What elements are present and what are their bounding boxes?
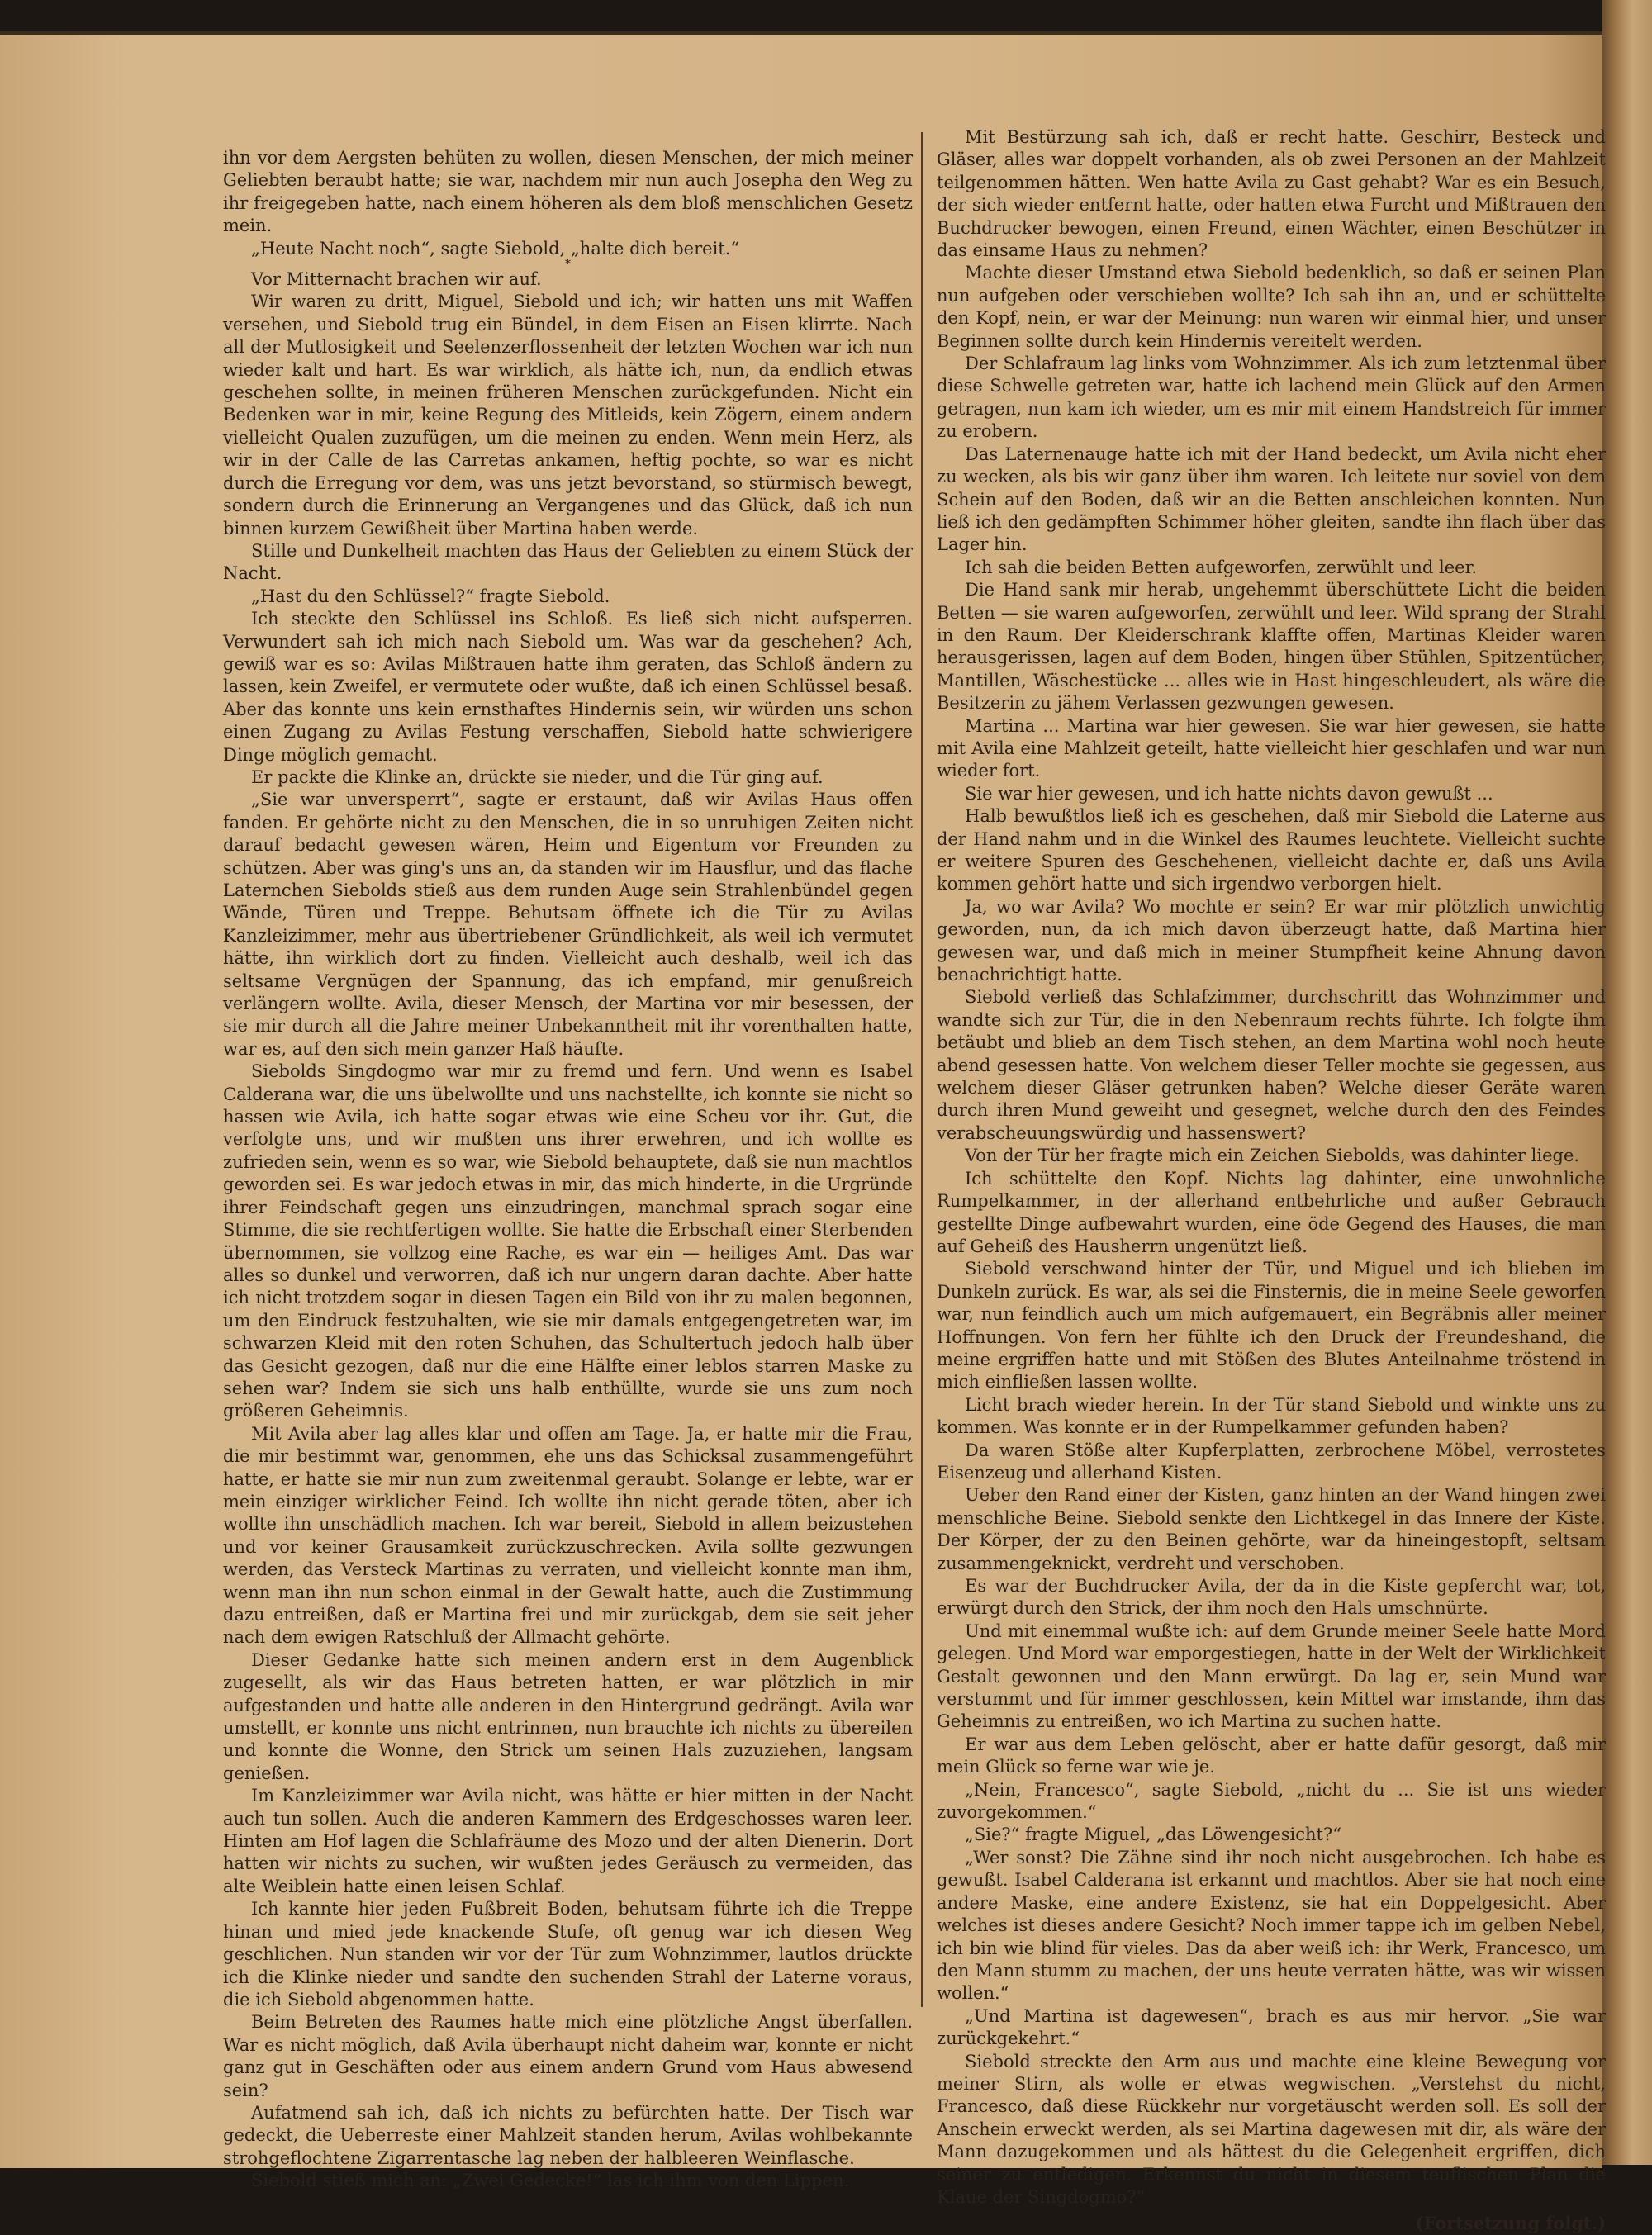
paragraph: „Hast du den Schlüssel?“ fragte Siebold.	[251, 586, 610, 606]
paragraph: Und mit einemmal wußte ich: auf dem Grunde meiner Seele hatte Mord gelegen. Und Mord war emporgestiegen, hatte in der Welt der Wirklichkeit Gestalt gewonnen und den Mann erwürgt. Da lag er, sein Mund war verstummt und für immer geschlossen, kein Mittel war imstande, ihm das Geheimnis zu entreißen, wo ich Martina zu suchen hatte.	[937, 1620, 1606, 1732]
paragraph: Die Hand sank mir herab, ungehemmt überschüttete Licht die beiden Betten — sie waren aufgeworfen, zerwühlt und leer. Wild sprang der Strahl in den Raum. Der Kleiderschrank klaffte offen, Martinas Kleider waren herausgerissen, lagen auf dem Boden, hingen über Stühlen, Spitzentücher, Mantillen, Wäschestücke ... alles wie in Hast hingeschleudert, als wäre die Besitzerin zu jähem Verlassen gezwungen gewesen.	[937, 580, 1606, 714]
column-divider	[921, 132, 923, 2007]
paragraph: Von der Tür her fragte mich ein Zeichen Siebolds, was dahinter liege.	[965, 1146, 1580, 1166]
paragraph: Es war der Buchdrucker Avila, der da in die Kiste gepfercht war, tot, erwürgt durch den Strick, der ihm noch den Hals umschnürte.	[937, 1576, 1606, 1619]
book-spine	[1602, 0, 1652, 2165]
continuation-note: (Fortsetzung folgt.)	[1415, 2213, 1606, 2234]
paragraph: Halb bewußtlos ließ ich es geschehen, daß mir Siebold die Laterne aus der Hand nahm und in die Winkel des Raumes leuchtete. Vielleicht suchte er weitere Spuren des Geschehenen, vielleicht dachte er, daß uns Avila kommen gehört hatte und sich irgendwo verborgen hielt.	[937, 806, 1606, 894]
paragraph: Ueber den Rand einer der Kisten, ganz hinten an der Wand hingen zwei menschliche Beine. Siebold senkte den Lichtkegel in das Innere der Kiste. Der Körper, der zu den Beinen gehörte, war da hineingestopft, seltsam zusammengeknickt, verdreht und verschoben.	[937, 1485, 1606, 1573]
paragraph: Der Schlafraum lag links vom Wohnzimmer. Als ich zum letztenmal über diese Schwelle getreten war, hatte ich lachend mein Glück auf den Armen getragen, nun kam ich wieder, um es mir mit einem Handstreich für immer zu erobern.	[937, 354, 1606, 442]
left-text-column	[223, 147, 913, 2191]
paragraph: „Sie war unversperrt“, sagte er erstaunt, daß wir Avilas Haus offen fanden. Er gehörte nicht zu den Menschen, die in so unruhigen Zeiten nicht darauf bedacht gewesen wären, Heim und Eigentum vor Freunden zu schützen. Aber was ging's uns an, da standen wir im Hausflur, und das flache Laternchen Siebolds stieß aus dem runden Auge sein Strahlenbündel gegen Wände, Türen und Treppe. Behutsam öffnete ich die Tür zu Avilas Kanzleizimmer, mehr aus übertriebener Gründlichkeit, als weil ich vermutet hätte, ihn wirklich dort zu finden. Vielleicht auch deshalb, weil ich das seltsame Vergnügen der Spannung, das ich empfand, mir genußreich verlängern wollte. Avila, dieser Mensch, der Martina vor mir besessen, der sie mir durch all die Jahre meiner Unbekanntheit mit ihr vorenthalten hatte, war es, auf den sich mein ganzer Haß häufte.	[223, 790, 913, 1059]
paragraph: „Wer sonst? Die Zähne sind ihr noch nicht ausgebrochen. Ich habe es gewußt. Isabel Calderana ist erkannt und machtlos. Aber sie hat noch eine andere Maske, eine andere Existenz, sie hat ein Doppelgesicht. Aber welches ist dieses andere Gesicht? Noch immer tappe ich im gelben Nebel, ich bin wie blind für vieles. Das da aber weiß ich: ihr Werk, Francesco, um den Mann stumm zu machen, der uns heute verraten hätte, was wir wissen wollen.“	[937, 1847, 1606, 2004]
paragraph: Mit Bestürzung sah ich, daß er recht hatte. Geschirr, Besteck und Gläser, alles war doppelt vorhanden, als ob zwei Personen an der Mahlzeit teilgenommen hätten. Wen hatte Avila zu Gast gehabt? War es ein Besuch, der sich wieder entfernt hatte, oder hatten etwa Furcht und Mißtrauen den Buchdrucker bewogen, einen Freund, einen Wächter, einen Beschützer in das einsame Haus zu nehmen?	[937, 127, 1606, 261]
paragraph: Das Laternenauge hatte ich mit der Hand bedeckt, um Avila nicht eher zu wecken, als bis wir ganz über ihm waren. Ich leitete nur soviel von dem Schein auf den Boden, daß wir an die Betten anschleichen konnten. Nun ließ ich den gedämpften Schimmer höher gleiten, sandte ihn flach über das Lager hin.	[937, 444, 1606, 555]
paragraph: Wir waren zu dritt, Miguel, Siebold und ich; wir hatten uns mit Waffen versehen, und Siebold trug ein Bündel, in dem Eisen an Eisen klirrte. Nach all der Mutlosigkeit und Seelenzerflossenheit der letzten Wochen war ich nun wieder kalt und hart. Es war wirklich, als hätte ich, nun, da endlich etwas geschehen sollte, in meinen früheren Menschen zurückgefunden. Nicht ein Bedenken war in mir, keine Regung des Mitleids, kein Zögern, einem andern vielleicht Qualen zuzufügen, um die meinen zu enden. Wenn mein Herz, als wir in der Calle de las Carretas ankamen, heftig pochte, so war es nicht durch die Erregung vor dem, was uns jetzt bevorstand, so stürmisch bewegt, sondern durch die Erinnerung an Vergangenes und das Glück, daß ich nun binnen kurzem Gewißheit über Martina haben werde.	[223, 292, 913, 539]
paragraph: Er packte die Klinke an, drückte sie nieder, und die Tür ging auf.	[251, 766, 824, 787]
paragraph: Siebold streckte den Arm aus und machte eine kleine Bewegung vor meiner Stirn, als wolle er etwas wegwischen. „Verstehst du nicht, Francesco, daß diese Rückkehr nur vorgetäuscht werden soll. Es soll der Anschein erweckt werden, als sei Martina dagewesen mit dir, als wäre der Mann dazugekommen und als hättest du die Gelegenheit ergriffen, dich seiner zu entledigen. Erkennst du nicht in diesem teuflischen Plan die Klaue der Singdogmo?“	[937, 2051, 1606, 2207]
paragraph: „Sie?“ fragte Miguel, „das Löwengesicht?“	[965, 1825, 1341, 1845]
paragraph: Vor Mitternacht brachen wir auf.	[251, 269, 542, 290]
paragraph: Ja, wo war Avila? Wo mochte er sein? Er war mir plötzlich unwichtig geworden, nun, da ich mich davon überzeugt hatte, daß Martina hier gewesen war, und daß mich in meiner Stumpfheit keine Ahnung davon benachrichtigt hatte.	[937, 896, 1606, 985]
paragraph: „Heute Nacht noch“, sagte Siebold, „halte dich bereit.“	[251, 238, 740, 259]
paragraph: Licht brach wieder herein. In der Tür stand Siebold und winkte uns zu kommen. Was konnte er in der Rumpelkammer gefunden haben?	[937, 1394, 1606, 1438]
paragraph: „Nein, Francesco“, sagte Siebold, „nicht du ... Sie ist uns wieder zuvorgekommen.“	[937, 1779, 1606, 1823]
paragraph: Martina ... Martina war hier gewesen. Sie war hier gewesen, sie hatte mit Avila eine Mahlzeit geteilt, hatte vielleicht hier geschlafen und war nun wieder fort.	[937, 715, 1606, 781]
paragraph: „Und Martina ist dagewesen“, brach es aus mir hervor. „Sie war zurückgekehrt.“	[937, 2005, 1606, 2049]
paragraph: ihn vor dem Aergsten behüten zu wollen, diesen Menschen, der mich meiner Geliebten beraubt hatte; sie war, nachdem mir nun auch Josepha den Weg zu ihr freigegeben hatte, nach einem höheren als dem bloß menschlichen Gesetz mein.	[223, 148, 913, 236]
paragraph: Ich steckte den Schlüssel ins Schloß. Es ließ sich nicht aufsperren. Verwundert sah ich mich nach Siebold um. Was war da geschehen? Ach, gewiß war es so: Avilas Mißtrauen hatte ihm geraten, das Schloß ändern zu lassen, kein Zweifel, er vermutete oder wußte, daß ich einen Schlüssel besaß. Aber das konnte uns kein ernsthaftes Hindernis sein, wir würden uns schon einen Zugang zu Avilas Festung verschaffen, Siebold hatte schwierigere Dinge möglich gemacht.	[223, 609, 913, 765]
paragraph: Stille und Dunkelheit machten das Haus der Geliebten zu einem Stück der Nacht.	[223, 540, 913, 584]
paragraph: Er war aus dem Leben gelöscht, aber er hatte dafür gesorgt, daß mir mein Glück so ferne war wie je.	[937, 1734, 1606, 1777]
right-text-column	[937, 126, 1606, 2234]
paragraph: Siebold verließ das Schlafzimmer, durchschritt das Wohnzimmer und wandte sich zur Tür, die in den Nebenraum rechts führte. Ich folgte ihm betäubt und blieb an dem Tisch stehen, an dem Martina wohl noch heute abend gesessen hatte. Von welchem dieser Teller mochte sie gegessen, aus welchem dieser Gläser getrunken haben? Welche dieser Geräte waren durch ihren Mund geweiht und gesegnet, welche durch den des Feindes verabscheuungswürdig und hassenswert?	[937, 987, 1606, 1143]
paragraph: Siebold stieß mich an: „Zwei Gedecke!“ las ich ihm von den Lippen.	[251, 2171, 850, 2191]
section-separator: *	[565, 258, 571, 272]
paragraph: Sie war hier gewesen, und ich hatte nichts davon gewußt ...	[965, 783, 1493, 804]
paragraph: Im Kanzleizimmer war Avila nicht, was hätte er hier mitten in der Nacht auch tun sollen. Auch die anderen Kammern des Erdgeschosses waren leer. Hinten am Hof lagen die Schlafräume des Mozo und der alten Dienerin. Dort hatten wir nichts zu suchen, wir wußten jedes Geräusch zu vermeiden, das alte Weiblein hatte einen leisen Schlaf.	[223, 1786, 913, 1896]
paragraph: Siebolds Singdogmo war mir zu fremd und fern. Und wenn es Isabel Calderana war, die uns übelwollte und uns nachstellte, ich konnte sie nicht so hassen wie Avila, ich hatte sogar etwas wie eine Scheu vor ihr. Gut, die verfolgte uns, und wir mußten uns ihrer erwehren, und ich wollte es zufrieden sein, wenn es so war, wie Siebold behauptete, daß sie nun machtlos geworden sei. Es war jedoch etwas in mir, das mich hinderte, in die Urgründe ihrer Feindschaft gegen uns einzudringen, manchmal sprach sogar eine Stimme, die sie rechtfertigen wollte. Sie hatte die Erbschaft einer Sterbenden übernommen, sie vollzog eine Rache, es war ein — heiliges Amt. Das war alles so dunkel und verworren, daß ich nur ungern daran dachte. Aber hatte ich nicht trotzdem sogar in diesen Tagen ein Bild von ihr zu malen begonnen, um den Eindruck festzuhalten, wie sie mir damals entgegengetreten war, im schwarzen Kleid mit den roten Schuhen, das Schultertuch jedoch halb über das Gesicht gezogen, daß nur die eine Hälfte einer leblos starren Maske zu sehen war? Indem sie sich uns halb enthüllte, wurde sie uns zum noch größeren Geheimnis.	[223, 1061, 913, 1421]
paragraph: Ich sah die beiden Betten aufgeworfen, zerwühlt und leer.	[965, 557, 1477, 577]
paragraph: Ich kannte hier jeden Fußbreit Boden, behutsam führte ich die Treppe hinan und mied jede knackende Stufe, oft genug war ich diesen Weg geschlichen. Nun standen wir vor der Tür zum Wohnzimmer, lautlos drückte ich die Klinke nieder und sandte den suchenden Strahl der Laterne voraus, die ich Siebold abgenommen hatte.	[223, 1899, 913, 2010]
paragraph: Machte dieser Umstand etwa Siebold bedenklich, so daß er seinen Plan nun aufgeben oder verschieben wollte? Ich sah ihn an, und er schüttelte den Kopf, nein, er war der Meinung: nun waren wir einmal hier, und unser Beginnen sollte durch kein Hindernis vereitelt werden.	[937, 263, 1606, 351]
paragraph: Aufatmend sah ich, daß ich nichts zu befürchten hatte. Der Tisch war gedeckt, die Ueberreste einer Mahlzeit standen herum, Avilas wohlbekannte strohgeflochtene Zigarrentasche lag neben der halbleeren Weinflasche.	[223, 2102, 913, 2168]
paragraph: Beim Betreten des Raumes hatte mich eine plötzliche Angst überfallen. War es nicht möglich, daß Avila überhaupt nicht daheim war, konnte er nicht ganz gut in Geschäften oder aus einem andern Grund vom Haus abwesend sein?	[223, 2012, 913, 2100]
paragraph: Siebold verschwand hinter der Tür, und Miguel und ich blieben im Dunkeln zurück. Es war, als sei die Finsternis, die in meine Seele geworfen war, nun feindlich auch um mich aufgemauert, ein Begräbnis aller meiner Hoffnungen. Von fern her fühlte ich den Druck der Freundeshand, die meine ergriffen hatte und mit Stößen des Blutes Anteilnahme tröstend in mich einfließen lassen wollte.	[937, 1259, 1606, 1393]
paragraph: Mit Avila aber lag alles klar und offen am Tage. Ja, er hatte mir die Frau, die mir bestimmt war, genommen, ehe uns das Schicksal zusammengeführt hatte, er hatte sie mir nun zum zweitenmal geraubt. Solange er lebte, war er mein einziger wirklicher Feind. Ich wollte ihn nicht gerade töten, aber ich wollte ihn unschädlich machen. Ich war bereit, Siebold in allem beizustehen und vor keiner Grausamkeit zurückzuschrecken. Avila sollte gezwungen werden, das Versteck Martinas zu verraten, und vielleicht konnte man ihm, wenn man ihn nun schon einmal in der Gewalt hatte, auch die Zustimmung dazu entreißen, daß er Martina frei und mir zurückgab, dem sie seit jeher nach dem ewigen Ratschluß der Allmacht gehörte.	[223, 1423, 913, 1648]
paragraph: Ich schüttelte den Kopf. Nichts lag dahinter, eine unwohnliche Rumpelkammer, in der allerhand entbehrliche und außer Gebrauch gestellte Dinge aufbewahrt wurden, eine öde Gegend des Hauses, die man auf Geheiß des Hausherrn ungenützt ließ.	[937, 1168, 1606, 1256]
paragraph: Dieser Gedanke hatte sich meinen andern erst in dem Augenblick zugesellt, als wir das Haus betreten hatten, er war plötzlich in mir aufgestanden und hatte alle anderen in den Hintergrund gedrängt. Avila war umstellt, er konnte uns nicht entrinnen, nun brauchte ich nichts zu übereilen und konnte die Wonne, den Strick um seinen Hals zuzuziehen, langsam genießen.	[223, 1649, 913, 1783]
paragraph: Da waren Stöße alter Kupferplatten, zerbrochene Möbel, verrostetes Eisenzeug und allerhand Kisten.	[937, 1440, 1606, 1483]
